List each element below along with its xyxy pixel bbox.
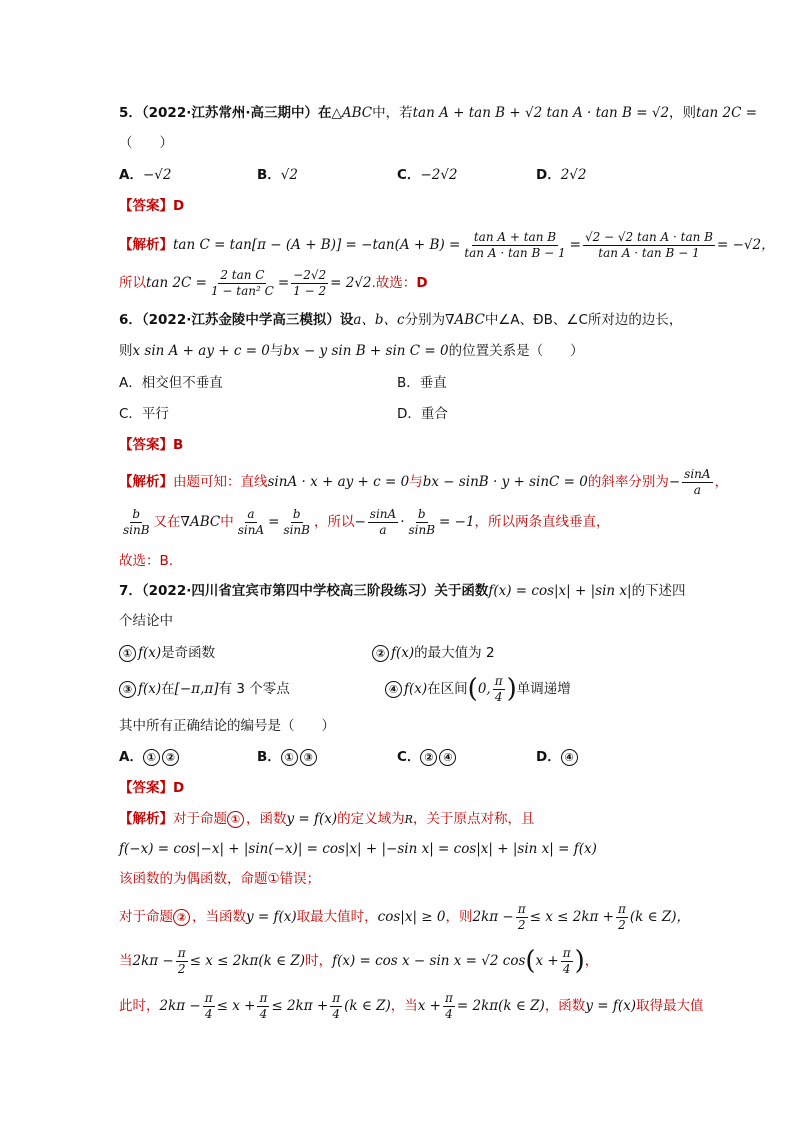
fraction-denominator: tan A · tan B − 1 — [598, 245, 700, 260]
q5-stem-text: 5．（2022·江苏常州·高三期中）在 — [119, 105, 332, 121]
q5-sol2-text: 所以 — [119, 275, 146, 291]
q5-option-b-label: B． — [257, 167, 281, 183]
circled-number-1: ① — [119, 645, 136, 662]
q6-sol2-fraction-4 — [368, 507, 398, 538]
q6-stem-text: 6．（2022·江苏金陵中学高三模拟）设 — [119, 312, 354, 328]
fraction-numerator: π — [259, 990, 268, 1005]
q7-stem-text-2: 的下述四 — [631, 583, 686, 599]
q5-option-d — [536, 165, 587, 185]
q7-option-d — [536, 747, 580, 767]
circled-number: ① — [281, 749, 298, 766]
circled-number-2: ② — [372, 645, 389, 662]
q5-sol2-fraction-2 — [291, 268, 328, 299]
q5-sol2-expr: tan 2C = — [146, 275, 207, 291]
q5-ask-expression: tan 2C = — [696, 105, 758, 121]
fraction-denominator: sinB — [408, 522, 436, 537]
q7-sol6-fraction-4 — [443, 991, 455, 1022]
fraction-numerator: π — [494, 673, 503, 688]
q7-stem-text-3: 个结论中 — [119, 613, 173, 629]
q6-solution-line2 — [119, 504, 610, 540]
q7-sol4-ineq: cos|x| ≥ 0 — [377, 909, 446, 925]
q7-sol1-text-3: 的定义域为 — [337, 811, 405, 827]
q5-sol2-answer: D — [416, 275, 428, 291]
q7-sol5-text-2: 时， — [305, 953, 333, 969]
q6-sol2-fraction-2 — [236, 507, 266, 538]
q6-option-d-text: D．重合 — [397, 406, 448, 422]
q6-stem-text-4: 则 — [119, 343, 133, 359]
q5-option-a-value: −√2 — [142, 167, 172, 183]
q7-stem-text: 7．（2022·四川省宜宾市第四中学校高三阶段练习）关于函数 — [119, 583, 489, 599]
q6-triangle: ∇ABC — [445, 312, 485, 328]
q7-sol6-text-2: ，当 — [390, 998, 418, 1014]
q7-conclusion-2 — [372, 643, 495, 663]
q7-sol4-func: y = f(x) — [246, 909, 297, 925]
circled-number-3: ③ — [119, 681, 136, 698]
q6-solution-line1 — [119, 464, 728, 500]
q7-ask — [119, 716, 335, 736]
fraction-numerator: π — [517, 901, 526, 916]
fraction-denominator: tan A · tan B − 1 — [464, 245, 566, 260]
circled-number: ① — [227, 811, 244, 828]
q6-sol2-triangle: ∇ABC — [180, 514, 221, 530]
q5-answer-tag: 【答案】 — [119, 198, 173, 214]
q7-c4-text: 在区间 — [427, 681, 468, 697]
equals-sign: = — [268, 514, 280, 530]
q6-option-a — [119, 373, 223, 393]
q5-solution-line1 — [119, 228, 775, 262]
q6-sol1-line-1: sinA · x + ay + c = 0 — [267, 474, 410, 490]
right-paren: ) — [574, 946, 585, 976]
equals-sign: = — [569, 237, 581, 253]
q7-sol5-expr-2: ≤ x ≤ 2kπ(k ∈ Z) — [189, 953, 306, 969]
q7-conclusion-1 — [119, 643, 215, 663]
q5-solution-line2 — [119, 266, 428, 300]
q6-stem-text-3: 中∠A、ÐB、∠C所对边的边长， — [484, 312, 683, 328]
q6-side-vars: a、b、c — [353, 312, 405, 328]
q7-c4-func: f(x) — [404, 681, 428, 697]
q7-sol4-fraction-1 — [516, 902, 528, 933]
right-paren: ) — [506, 674, 517, 704]
q6-sol1-text-2: 与 — [409, 474, 423, 490]
q7-sol6-fraction-2 — [257, 991, 269, 1022]
q5-option-d-value: 2√2 — [560, 167, 587, 183]
q7-sol5-expr-3: f(x) = cos x − sin x = √2 cos — [332, 953, 526, 969]
q6-sol2-fraction-3 — [281, 507, 312, 538]
q7-option-d-label: D． — [536, 749, 561, 765]
q6-option-b-text: B．垂直 — [397, 375, 447, 391]
q6-stem-text-5: 与 — [269, 343, 284, 359]
q7-c3-interval: [−π,π] — [174, 681, 219, 697]
q7-sol5-fraction-2 — [561, 946, 573, 977]
circled-number-4: ④ — [385, 681, 402, 698]
q5-option-c-value: −2√2 — [420, 167, 458, 183]
q7-sol4-expr-2: ≤ x ≤ 2kπ + — [529, 909, 614, 925]
q7-c4-fraction — [493, 674, 505, 705]
fraction-denominator: 4 — [445, 1006, 453, 1021]
fraction-denominator: 2 — [618, 917, 626, 932]
q6-option-d — [397, 404, 448, 424]
q7-sol6-text-3: ，函数 — [544, 998, 586, 1014]
fraction-numerator: b — [292, 506, 301, 521]
q7-option-c — [397, 747, 458, 767]
equals-sign: = — [277, 275, 290, 291]
fraction-numerator: tan A + tan B — [473, 229, 557, 244]
fraction-numerator: a — [247, 506, 255, 521]
fraction-numerator: π — [204, 990, 213, 1005]
fraction-denominator: 4 — [562, 961, 571, 976]
q7-c3-text: 在 — [161, 681, 175, 697]
q7-conclusion-4 — [385, 670, 571, 708]
dot-sign: · — [400, 514, 405, 530]
q6-sol2-fraction-5 — [406, 507, 437, 538]
fraction-denominator: 2 — [517, 917, 526, 932]
q6-analysis-tag: 【解析】 — [119, 474, 173, 490]
q5-answer-bracket: （ ） — [119, 135, 173, 151]
q7-sol6-func: y = f(x) — [585, 998, 636, 1014]
q6-sol1-fraction — [682, 467, 712, 498]
q7-c4-zero: 0, — [477, 681, 491, 697]
fraction-denominator: a — [693, 482, 701, 497]
q6-stem-line1 — [119, 310, 682, 330]
circled-number: ③ — [300, 749, 317, 766]
left-paren: ( — [525, 946, 536, 976]
q7-sol6-expr-4: (k ∈ Z) — [344, 998, 391, 1014]
q6-sol2-text: 又在 — [153, 514, 181, 530]
q7-sol2-equation: f(−x) = cos|−x| + |sin(−x)| = cos|x| + |−sin x| = cos|x| + |sin x| = f(x) — [119, 841, 597, 857]
fraction-numerator: π — [562, 945, 571, 960]
q7-option-a — [119, 747, 181, 767]
q7-sol3-text: 该函数的为偶函数，命题①错误； — [119, 871, 321, 887]
q7-option-b-label: B． — [257, 749, 281, 765]
q7-sol6-expr-5: x + — [417, 998, 441, 1014]
q7-sol4-expr-3: (k ∈ Z)， — [629, 909, 691, 925]
left-paren: ( — [467, 674, 478, 704]
q7-sol5-text: 当 — [119, 953, 133, 969]
q7-c4-text-2: 单调递增 — [516, 681, 571, 697]
minus-sign: − — [668, 474, 681, 490]
fraction-numerator: b — [132, 506, 141, 521]
q6-stem-text-2: 分别为 — [404, 312, 446, 328]
q6-stem-line2 — [119, 341, 584, 361]
q5-options — [119, 165, 171, 185]
q7-c2-func: f(x) — [391, 645, 415, 661]
fraction-numerator: √2 − √2 tan A · tan B — [584, 229, 713, 244]
fraction-denominator: sinB — [283, 522, 310, 537]
q7-sol6-expr-2: ≤ x + — [216, 998, 256, 1014]
q6-sol1-line-2: bx − sinB · y + sinC = 0 — [422, 474, 588, 490]
q7-solution-line6 — [119, 987, 703, 1025]
q6-sol2-text-4: ，所以两条直线垂直， — [474, 514, 610, 530]
q5-answer-value: D — [173, 198, 185, 214]
fraction-numerator: −2√2 — [293, 267, 327, 282]
fraction-numerator: b — [417, 506, 426, 521]
q7-answer-value: D — [173, 780, 185, 796]
circled-number: ① — [143, 749, 160, 766]
q7-sol4-text: 对于命题 — [119, 909, 173, 925]
q7-c2-text: 的最大值为 2 — [414, 645, 495, 661]
q5-stem-text-3: ，则 — [669, 105, 697, 121]
circled-number: ② — [173, 909, 190, 926]
q6-line-equation-2: bx − y sin B + sin C = 0 — [283, 343, 449, 359]
fraction-denominator: 4 — [332, 1006, 340, 1021]
fraction-numerator: π — [445, 990, 453, 1005]
fraction-denominator: 2 — [177, 961, 186, 976]
q7-c1-func: f(x) — [138, 645, 162, 661]
fraction-numerator: sinA — [684, 466, 711, 481]
fraction-denominator: sinB — [123, 522, 150, 537]
q5-triangle: △ABC — [331, 105, 373, 121]
q7-sol5-expr-4: x + — [535, 953, 559, 969]
q7-stem-line1 — [119, 581, 686, 601]
q7-sol5-fraction-1 — [176, 946, 188, 977]
q7-sol4-fraction-2 — [616, 902, 628, 933]
q5-sol1-fraction-1 — [462, 230, 567, 261]
q6-line-equation-1: x sin A + ay + c = 0 — [132, 343, 270, 359]
q6-sol3-text: 故选：B. — [119, 553, 174, 569]
q7-solution-line1 — [119, 809, 534, 830]
q7-conclusion-3 — [119, 679, 290, 699]
circled-number: ② — [420, 749, 437, 766]
minus-sign: − — [354, 514, 366, 530]
q7-answer-tag: 【答案】 — [119, 780, 173, 796]
q6-option-a-text: A．相交但不垂直 — [119, 375, 223, 391]
q7-sol1-text-2: ，函数 — [246, 811, 287, 827]
q7-sol6-expr-3: ≤ 2kπ + — [271, 998, 329, 1014]
q6-option-c — [119, 404, 169, 424]
q7-sol6-fraction-3 — [330, 991, 342, 1022]
q5-sol1-expr: tan C = tan[π − (A + B)] = −tan(A + B) = — [173, 237, 461, 253]
q5-option-b-value: √2 — [280, 167, 298, 183]
fraction-numerator: π — [177, 945, 186, 960]
q5-sol2-tail: .故选： — [371, 275, 417, 291]
q7-ask-text: 其中所有正确结论的编号是（ ） — [119, 718, 335, 734]
q6-sol1-text: 由题可知：直线 — [173, 474, 268, 490]
q7-sol5-expr: 2kπ − — [132, 953, 174, 969]
q5-stem-line1 — [119, 103, 757, 123]
fraction-denominator: 4 — [259, 1006, 268, 1021]
fraction-denominator: 4 — [204, 1006, 213, 1021]
q7-solution-line5 — [119, 941, 598, 981]
q6-answer — [119, 435, 183, 455]
q7-sol4-text-3: 取最大值时， — [296, 909, 378, 925]
q6-option-c-text: C．平行 — [119, 406, 169, 422]
fraction-denominator: a — [379, 522, 387, 537]
circled-number: ② — [162, 749, 179, 766]
q7-c1-text: 是奇函数 — [161, 645, 216, 661]
q6-answer-tag: 【答案】 — [119, 437, 173, 453]
q7-sol4-expr: 2kπ − — [472, 909, 514, 925]
q7-sol1-text-4: ，关于原点对称，且 — [412, 811, 535, 827]
q6-answer-value: B — [173, 437, 184, 453]
q7-solution-line4 — [119, 899, 690, 935]
q7-answer — [119, 778, 184, 798]
q7-option-c-label: C． — [397, 749, 421, 765]
q6-sol2-text-3: ，所以 — [313, 514, 355, 530]
q6-solution-line3 — [119, 551, 173, 571]
q7-sol1-func: y = f(x) — [286, 811, 338, 827]
fraction-denominator: sinA — [237, 522, 265, 537]
q6-sol2-fraction-1 — [121, 507, 152, 538]
q7-c3-func: f(x) — [138, 681, 162, 697]
fraction-numerator: sinA — [369, 506, 397, 521]
q5-sol1-result: = −√2， — [716, 237, 775, 253]
q5-option-c-label: C． — [397, 167, 421, 183]
q5-analysis-tag: 【解析】 — [119, 237, 173, 253]
q7-option-a-label: A． — [119, 749, 143, 765]
q7-sol4-text-4: ，则 — [445, 909, 473, 925]
q6-stem-text-6: 的位置关系是（ ） — [448, 343, 584, 359]
q7-stem-line2 — [119, 611, 173, 631]
q7-c3-text-2: 有 3 个零点 — [218, 681, 290, 697]
q7-function: f(x) = cos|x| + |sin x| — [488, 583, 632, 599]
q5-sol2-result: = 2√2 — [330, 275, 372, 291]
q5-option-c — [397, 165, 458, 185]
q5-option-d-label: D． — [536, 167, 561, 183]
q7-sol4-text-2: ，当函数 — [192, 909, 246, 925]
q5-option-a-label: A． — [119, 167, 143, 183]
fraction-denominator: 4 — [494, 689, 503, 704]
q5-bracket — [119, 133, 173, 153]
q7-solution-line3 — [119, 869, 320, 889]
fraction-denominator: 1 − 2 — [293, 283, 327, 298]
q6-option-b — [397, 373, 447, 393]
q6-sol2-text-2: 中 — [220, 514, 234, 530]
q5-condition-equation: tan A + tan B + √2 tan A · tan B = √2 — [412, 105, 670, 121]
comma: ， — [714, 474, 729, 490]
q7-sol6-text: 此时， — [119, 998, 160, 1014]
q7-sol6-text-4: 取得最大值 — [635, 998, 704, 1014]
circled-number: ④ — [561, 749, 578, 766]
circled-number: ④ — [439, 749, 456, 766]
q7-sol1-text: 对于命题 — [173, 811, 227, 827]
fraction-numerator: 2 tan C — [220, 267, 265, 282]
q7-sol1-real-set: R — [404, 813, 413, 826]
q7-solution-line2 — [119, 839, 597, 859]
fraction-numerator: π — [617, 901, 626, 916]
q7-option-b — [257, 747, 319, 767]
q7-sol6-expr: 2kπ − — [159, 998, 201, 1014]
q5-sol2-fraction-1 — [209, 268, 276, 299]
q7-sol6-expr-6: = 2kπ(k ∈ Z) — [456, 998, 545, 1014]
q7-analysis-tag: 【解析】 — [119, 811, 173, 827]
fraction-denominator: 1 − tan² C — [210, 283, 274, 298]
q5-sol1-fraction-2 — [583, 230, 715, 261]
q5-option-b — [257, 165, 298, 185]
fraction-numerator: π — [332, 990, 341, 1005]
comma: ， — [584, 953, 599, 969]
q7-sol6-fraction-1 — [203, 991, 215, 1022]
q6-sol2-result: = −1 — [439, 514, 475, 530]
q5-stem-text-2: 中，若 — [372, 105, 413, 121]
q5-answer — [119, 196, 184, 216]
q6-sol1-text-3: 的斜率分别为 — [587, 474, 669, 490]
